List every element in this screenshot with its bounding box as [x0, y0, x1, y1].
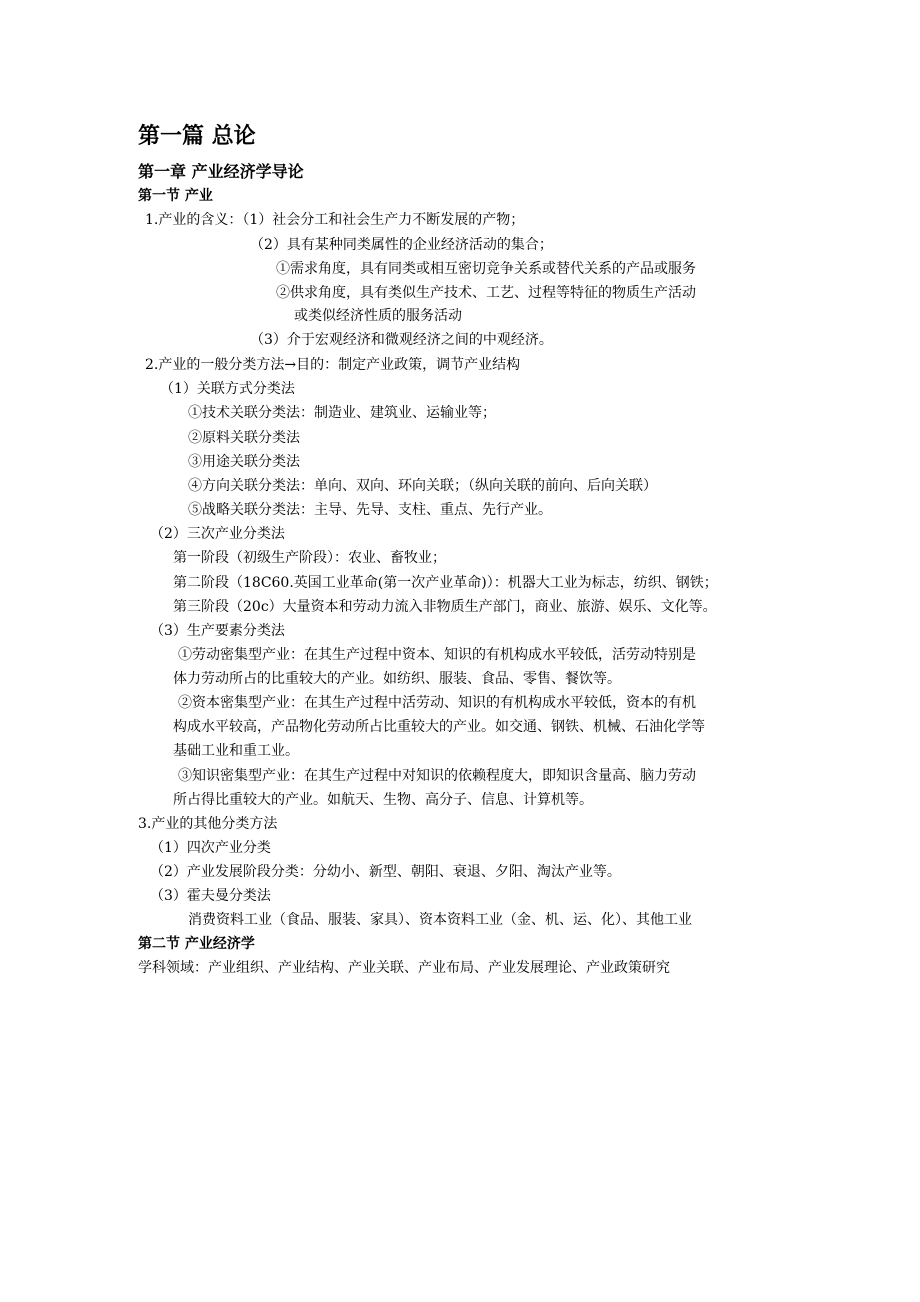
list-item: 第一阶段（初级生产阶段）：农业、畜牧业； [173, 550, 446, 566]
paragraph-line: 学科领域：产业组织、产业结构、产业关联、产业布局、产业发展理论、产业政策研究 [138, 960, 670, 976]
list-item: ③知识密集型产业：在其生产过程中对知识的依赖程度大，即知识含量高、脑力劳动 [178, 768, 696, 784]
section-title: 第二节 产业经济学 [138, 936, 255, 952]
paragraph-line: （2）具有某种同类属性的企业经济活动的集合； [250, 237, 553, 253]
paragraph-line: 1.产业的含义：（1）社会分工和社会生产力不断发展的产物； [145, 212, 525, 228]
chapter-title: 第一章 产业经济学导论 [138, 162, 304, 181]
list-item: 构成水平较高，产品物化劳动所占比重较大的产业。如交通、钢铁、机械、石油化学等 [173, 719, 705, 735]
list-item: ①劳动密集型产业：在其生产过程中资本、知识的有机构成水平较低，活劳动特别是 [178, 647, 696, 663]
list-item: ⑤战略关联分类法：主导、先导、支柱、重点、先行产业。 [188, 502, 552, 518]
list-item: ②资本密集型产业：在其生产过程中活劳动、知识的有机构成水平较低，资本的有机 [178, 695, 696, 711]
list-item: 第二阶段（18C60.英国工业革命(第一次产业革命)）：机器大工业为标志，纺织、钢铁； [173, 575, 718, 591]
section-title: 第一节 产业 [138, 188, 213, 204]
list-item: 消费资料工业（食品、服装、家具）、资本资料工业（金、机、运、化）、其他工业 [188, 912, 692, 928]
paragraph-line: ②供求角度，具有类似生产技术、工艺、过程等特征的物质生产活动 [276, 285, 696, 301]
list-item: ①技术关联分类法：制造业、建筑业、运输业等； [188, 405, 496, 421]
list-item: （1）四次产业分类 [150, 840, 271, 856]
paragraph-line: 或类似经济性质的服务活动 [294, 308, 462, 324]
list-subheading: （3）生产要素分类法 [150, 623, 285, 639]
list-subheading: （1）关联方式分类法 [160, 381, 295, 397]
part-title: 第一篇 总论 [138, 123, 256, 149]
list-item: （2）产业发展阶段分类：分幼小、新型、朝阳、衰退、夕阳、淘汰产业等。 [150, 864, 621, 880]
list-item: 体力劳动所占的比重较大的产业。如纺织、服装、食品、零售、餐饮等。 [173, 671, 621, 687]
paragraph-line: ①需求角度，具有同类或相互密切竞争关系或替代关系的产品或服务 [276, 261, 696, 277]
list-heading: 3.产业的其他分类方法 [138, 816, 278, 832]
list-item: 第三阶段（20c）大量资本和劳动力流入非物质生产部门，商业、旅游、娱乐、文化等。 [173, 599, 717, 615]
list-item: ②原料关联分类法 [188, 430, 300, 446]
list-subheading: （2）三次产业分类法 [150, 526, 285, 542]
list-item: 所占得比重较大的产业。如航天、生物、高分子、信息、计算机等。 [173, 792, 593, 808]
list-item: ③用途关联分类法 [188, 454, 300, 470]
paragraph-line: （3）介于宏观经济和微观经济之间的中观经济。 [250, 332, 553, 348]
list-item: （3）霍夫曼分类法 [150, 888, 271, 904]
list-item: 基础工业和重工业。 [173, 743, 299, 759]
list-heading: 2.产业的一般分类方法→目的：制定产业政策，调节产业结构 [145, 357, 521, 373]
list-item: ④方向关联分类法：单向、双向、环向关联；（纵向关联的前向、后向关联） [188, 478, 657, 494]
